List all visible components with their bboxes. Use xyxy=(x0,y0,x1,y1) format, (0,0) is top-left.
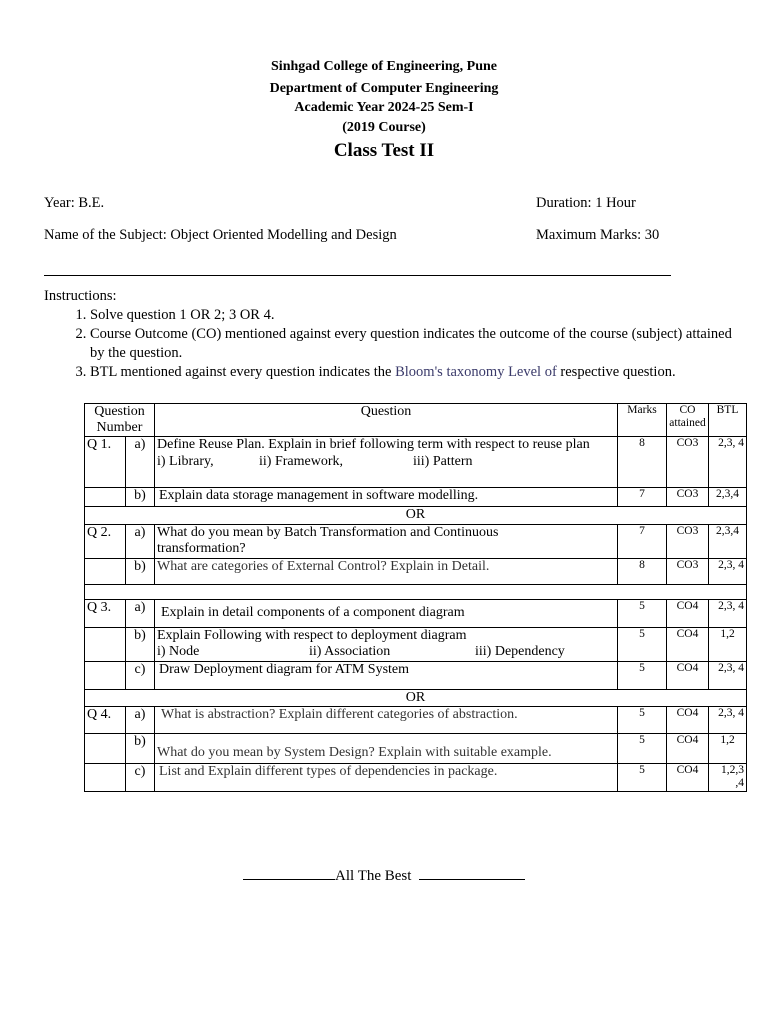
question-table xyxy=(84,403,747,792)
marks-value: 8 xyxy=(618,437,667,488)
table-row xyxy=(85,764,747,792)
co-value: CO4 xyxy=(667,734,709,764)
question-number xyxy=(85,627,126,661)
instruction-item: 3. BTL mentioned against every question indicates the Bloom's taxonomy Level of respective question. xyxy=(90,363,744,382)
sub-question-label: a) xyxy=(126,524,155,558)
question-options: i) Node ii) Association iii) Dependency xyxy=(157,644,565,659)
or-row xyxy=(85,689,747,707)
header-co: CO attained xyxy=(667,404,709,437)
table-row xyxy=(85,524,747,558)
year-label: Year: B.E. xyxy=(44,195,105,211)
sub-question-label: c) xyxy=(126,764,155,792)
btl-value: 2,3,4 xyxy=(709,488,747,507)
instructions-list xyxy=(44,306,744,382)
btl-value: 1,2,3 ,4 xyxy=(709,764,747,792)
co-value: CO3 xyxy=(667,558,709,584)
sub-question-label: b) xyxy=(126,488,155,507)
department-name: Department of Computer Engineering xyxy=(269,81,499,96)
table-row xyxy=(85,599,747,627)
marks-value: 8 xyxy=(618,558,667,584)
btl-value: 2,3, 4 xyxy=(709,707,747,734)
header-marks: Marks xyxy=(618,404,667,437)
duration-label: Duration: 1 Hour xyxy=(536,195,636,211)
question-number xyxy=(85,661,126,689)
co-value: CO3 xyxy=(667,437,709,488)
spacer-row xyxy=(85,584,747,599)
sub-question-label: b) xyxy=(126,558,155,584)
question-text: What are categories of External Control? Explain in Detail. xyxy=(155,558,618,584)
co-value: CO3 xyxy=(667,488,709,507)
co-value: CO4 xyxy=(667,599,709,627)
sub-question-label: a) xyxy=(126,437,155,488)
question-number xyxy=(85,558,126,584)
co-value: CO4 xyxy=(667,707,709,734)
table-row xyxy=(85,707,747,734)
instruction-item: 2. Course Outcome (CO) mentioned against every question indicates the outcome of the course (subject) attained by the question. xyxy=(90,325,744,363)
test-title: Class Test II xyxy=(333,140,435,161)
btl-value: 2,3, 4 xyxy=(709,437,747,488)
marks-value: 7 xyxy=(618,488,667,507)
co-value: CO4 xyxy=(667,764,709,792)
question-text: What is abstraction? Explain different categories of abstraction. xyxy=(155,707,618,734)
course-pattern: (2019 Course) xyxy=(342,120,426,135)
table-row xyxy=(85,558,747,584)
closing-text: All The Best xyxy=(335,868,412,884)
marks-value: 5 xyxy=(618,764,667,792)
question-options: i) Library, ii) Framework, iii) Pattern xyxy=(157,453,473,469)
btl-value: 2,3, 4 xyxy=(709,661,747,689)
question-text: Explain data storage management in software modelling. xyxy=(155,488,618,507)
header-btl: BTL xyxy=(709,404,747,437)
question-text: What do you mean by Batch Transformation and Continuous transformation? xyxy=(155,524,618,558)
marks-value: 5 xyxy=(618,599,667,627)
question-number xyxy=(85,734,126,764)
question-number: Q 2. xyxy=(85,524,126,558)
instructions-title: Instructions: xyxy=(44,288,117,304)
question-text: Explain in detail components of a component diagram xyxy=(155,599,618,627)
marks-value: 5 xyxy=(618,707,667,734)
or-label: OR xyxy=(85,507,747,525)
btl-value: 2,3, 4 xyxy=(709,599,747,627)
co-value: CO4 xyxy=(667,661,709,689)
question-number: Q 4. xyxy=(85,707,126,734)
or-row xyxy=(85,507,747,525)
sub-question-label: b) xyxy=(126,627,155,661)
marks-value: 5 xyxy=(618,734,667,764)
or-label: OR xyxy=(85,689,747,707)
btl-value: 2,3,4 xyxy=(709,524,747,558)
academic-year: Academic Year 2024-25 Sem-I xyxy=(294,100,474,115)
question-number xyxy=(85,488,126,507)
question-number: Q 3. xyxy=(85,599,126,627)
instruction-item: 1. Solve question 1 OR 2; 3 OR 4. xyxy=(90,306,744,325)
blank-line-right xyxy=(419,865,525,880)
co-value: CO4 xyxy=(667,627,709,661)
btl-value: 2,3, 4 xyxy=(709,558,747,584)
sub-question-label: b) xyxy=(126,734,155,764)
divider-line xyxy=(44,275,671,276)
btl-value: 1,2 xyxy=(709,627,747,661)
table-row xyxy=(85,627,747,661)
question-text: What do you mean by System Design? Explain with suitable example. xyxy=(155,734,618,764)
btl-value: 1,2 xyxy=(709,734,747,764)
closing-line xyxy=(0,865,768,885)
sub-question-label: a) xyxy=(126,707,155,734)
marks-value: 7 xyxy=(618,524,667,558)
question-text: Draw Deployment diagram for ATM System xyxy=(155,661,618,689)
question-number: Q 1. xyxy=(85,437,126,488)
sub-question-label: c) xyxy=(126,661,155,689)
header-question: Question xyxy=(155,404,618,437)
header-question-number: Question Number xyxy=(85,404,155,437)
college-name: Sinhgad College of Engineering, Pune xyxy=(271,59,497,74)
blank-line-left xyxy=(243,865,335,880)
max-marks-label: Maximum Marks: 30 xyxy=(536,227,660,243)
subject-label: Name of the Subject: Object Oriented Modelling and Design xyxy=(44,227,397,243)
table-row xyxy=(85,488,747,507)
question-text: Explain Following with respect to deployment diagram i) Node ii) Association iii) Dependency xyxy=(155,627,618,661)
question-number xyxy=(85,764,126,792)
table-row xyxy=(85,734,747,764)
table-row xyxy=(85,661,747,689)
marks-value: 5 xyxy=(618,627,667,661)
table-row xyxy=(85,437,747,488)
marks-value: 5 xyxy=(618,661,667,689)
co-value: CO3 xyxy=(667,524,709,558)
sub-question-label: a) xyxy=(126,599,155,627)
question-text: List and Explain different types of dependencies in package. xyxy=(155,764,618,792)
question-text: Define Reuse Plan. Explain in brief following term with respect to reuse plan i) Library, ii) Framework, iii) Pattern xyxy=(155,437,618,488)
instructions xyxy=(44,287,744,382)
table-header-row xyxy=(85,404,747,437)
blooms-taxonomy-term: Bloom's taxonomy Level of xyxy=(395,364,557,380)
